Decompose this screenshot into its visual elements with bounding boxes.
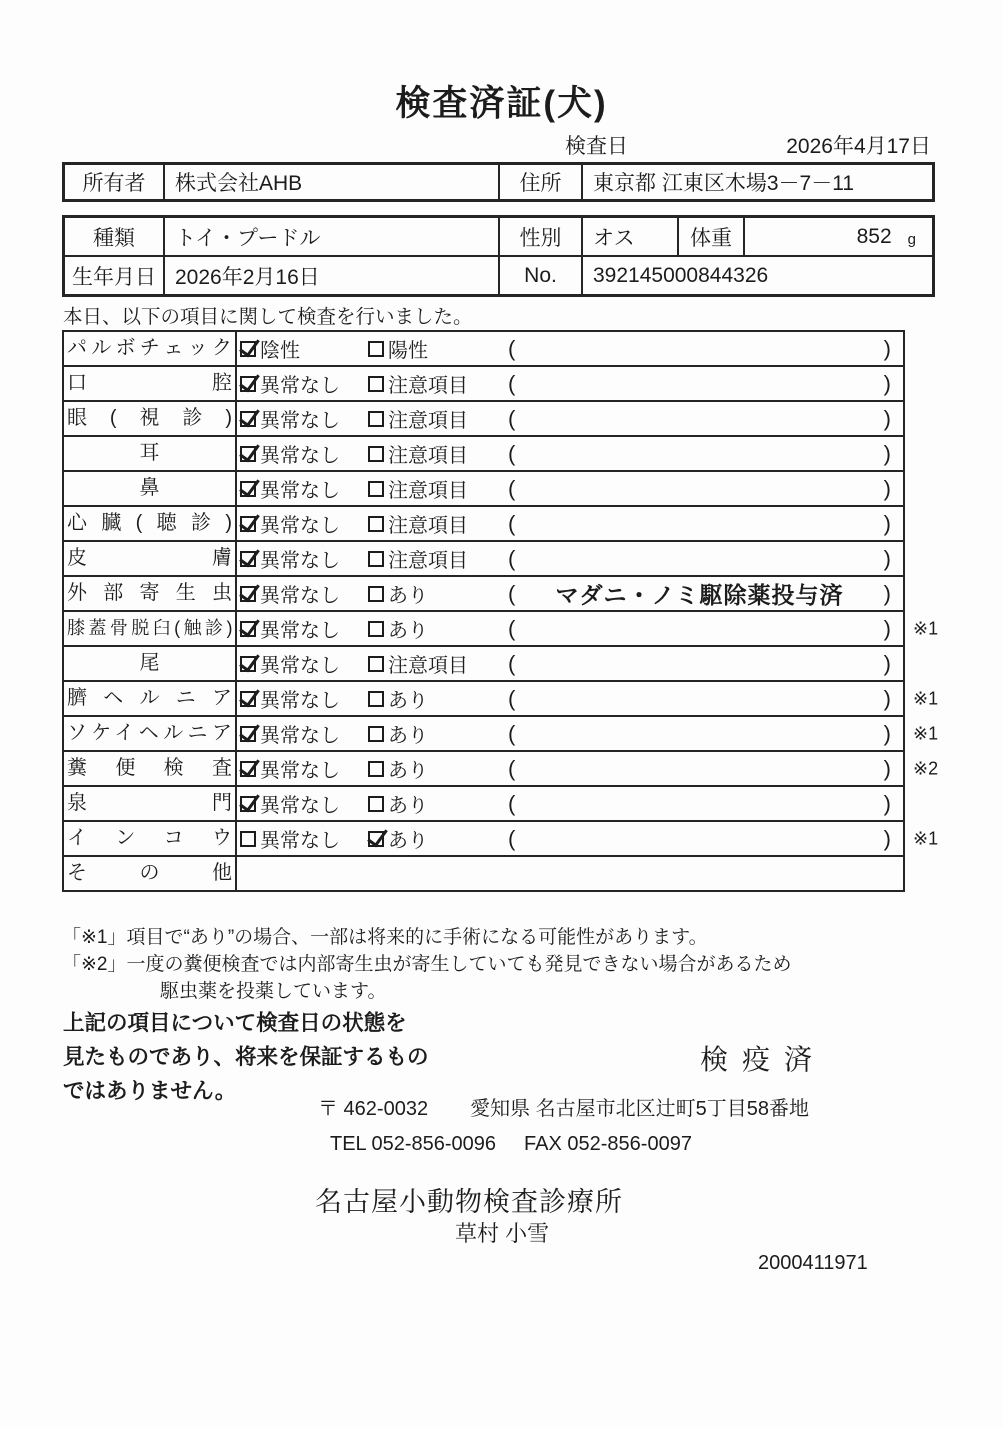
paren-open: ( [508, 545, 516, 571]
paren-close: ) [883, 580, 891, 606]
paren-close: ) [883, 825, 891, 851]
result-option-2 [368, 474, 508, 503]
result-option-2-label: 注意項目 [388, 480, 468, 502]
result-option-1-label: 異常なし [260, 795, 340, 817]
footnote-1: 「※1」項目で“あり”の場合、一部は将来的に手術になる可能性があります。 [62, 927, 708, 948]
result-option-2 [368, 509, 508, 538]
result-option-1 [240, 369, 368, 398]
paren-close: ) [883, 510, 891, 536]
paren-close: ) [883, 440, 891, 466]
result-option-1-label: 異常なし [260, 620, 340, 642]
paren-open: ( [508, 615, 516, 641]
checkbox-icon [368, 621, 384, 637]
result-option-2 [368, 789, 508, 818]
remark-text: マダニ・ノミ駆除薬投与済 [555, 582, 844, 608]
result-option-1 [240, 719, 368, 748]
result-option-2-label: 注意項目 [388, 375, 468, 397]
paren-close: ) [883, 720, 891, 746]
exam-item-label: インコウ [64, 822, 237, 855]
result-option-1 [240, 754, 368, 783]
paren-open: ( [508, 720, 516, 746]
result-option-1 [240, 614, 368, 643]
checkbox-icon [240, 516, 256, 532]
result-option-1 [240, 474, 368, 503]
checkbox-icon [368, 761, 384, 777]
paren-open: ( [508, 580, 516, 606]
result-option-2-label: あり [388, 795, 428, 817]
result-option-1-label: 異常なし [260, 760, 340, 782]
checkbox-icon [368, 656, 384, 672]
result-option-2 [368, 719, 508, 748]
checkbox-icon [240, 341, 256, 357]
owner-label: 所有者 [65, 165, 165, 199]
paren-close: ) [883, 615, 891, 641]
veterinarian-name: 草村 小雪 [455, 1221, 550, 1246]
footnote-mark: ※1 [913, 618, 939, 638]
paren-close: ) [883, 335, 891, 361]
result-option-2 [368, 404, 508, 433]
checkbox-icon [368, 411, 384, 427]
checklist-row [62, 575, 905, 612]
paren-close: ) [883, 370, 891, 396]
checkbox-icon [368, 796, 384, 812]
number-value: 392145000844326 [593, 263, 769, 287]
checkbox-icon [240, 796, 256, 812]
clinic-address: 愛知県 名古屋市北区辻町5丁目58番地 [470, 1098, 810, 1120]
exam-item-label: 膝蓋骨脱臼(触診) [64, 612, 237, 645]
checkbox-icon [368, 341, 384, 357]
footnote-2-line2: 駆虫薬を投薬しています。 [160, 981, 387, 1002]
checklist-row [62, 435, 905, 472]
footnotes [62, 924, 942, 1005]
checkbox-icon [368, 376, 384, 392]
exam-item-label: 泉門 [64, 787, 237, 820]
checkbox-icon [368, 516, 384, 532]
birthdate-label: 生年月日 [65, 257, 165, 294]
result-option-1 [240, 824, 368, 853]
result-option-1-label: 異常なし [260, 690, 340, 712]
result-option-1 [240, 544, 368, 573]
paren-open: ( [508, 650, 516, 676]
sex-label: 性別 [500, 218, 583, 255]
checkbox-icon [240, 691, 256, 707]
checklist-row [62, 820, 939, 857]
result-option-1-label: 異常なし [260, 655, 340, 677]
exam-item-label: パルボチェック [64, 332, 237, 365]
paren-open: ( [508, 440, 516, 466]
breed-value: トイ・プードル [165, 218, 500, 255]
result-option-2 [368, 369, 508, 398]
result-option-2 [368, 544, 508, 573]
exam-item-label: 鼻 [64, 472, 237, 505]
paren-close: ) [883, 545, 891, 571]
checklist-row [62, 540, 905, 577]
result-option-1-label: 異常なし [260, 585, 340, 607]
checklist-row [62, 365, 905, 402]
checkbox-icon [368, 831, 384, 847]
paren-open: ( [508, 755, 516, 781]
weight-label: 体重 [679, 218, 745, 255]
result-option-1-label: 異常なし [260, 725, 340, 747]
footnote-2-line1: 「※2」一度の糞便検査では内部寄生虫が寄生していても発見できない場合があるため [62, 954, 792, 975]
result-option-1 [240, 684, 368, 713]
paren-open: ( [508, 790, 516, 816]
result-option-2 [368, 684, 508, 713]
pet-info-table [62, 215, 935, 297]
result-option-1 [240, 334, 368, 363]
result-option-2-label: 注意項目 [388, 550, 468, 572]
checkbox-icon [240, 586, 256, 602]
result-option-2-label: 注意項目 [388, 410, 468, 432]
footnote-mark: ※1 [913, 688, 939, 708]
footnote-mark: ※2 [913, 758, 939, 778]
inspection-date-value: 2026年4月17日 [786, 135, 931, 158]
checklist-row [62, 855, 905, 892]
paren-open: ( [508, 510, 516, 536]
exam-item-label: 皮膚 [64, 542, 237, 575]
inspection-date-row [565, 130, 931, 160]
result-option-2 [368, 649, 508, 678]
exam-item-label: 口腔 [64, 367, 237, 400]
exam-item-label: 臍ヘルニア [64, 682, 237, 715]
result-option-2 [368, 614, 508, 643]
result-option-1 [240, 649, 368, 678]
result-option-1-label: 陰性 [260, 340, 300, 362]
result-option-1-label: 異常なし [260, 480, 340, 502]
paren-open: ( [508, 335, 516, 361]
inspection-date-label: 検査日 [565, 135, 628, 158]
result-option-1 [240, 509, 368, 538]
paren-open: ( [508, 685, 516, 711]
paren-close: ) [883, 790, 891, 816]
checklist-row [62, 785, 905, 822]
result-option-2-label: 注意項目 [388, 655, 468, 677]
result-option-2-label: 陽性 [388, 340, 428, 362]
checkbox-icon [368, 726, 384, 742]
clinic-address-line [318, 1092, 809, 1121]
checklist-table [62, 330, 939, 892]
checkbox-icon [368, 586, 384, 602]
checkbox-icon [240, 446, 256, 462]
checkbox-icon [240, 411, 256, 427]
exam-item-label: 外部寄生虫 [64, 577, 237, 610]
paren-open: ( [508, 370, 516, 396]
paren-open: ( [508, 825, 516, 851]
checkbox-icon [368, 691, 384, 707]
exam-item-label: 糞便検査 [64, 752, 237, 785]
result-option-2 [368, 334, 508, 363]
paren-open: ( [508, 475, 516, 501]
checklist-row [62, 610, 939, 647]
quarantine-stamp: 検疫済 [700, 1044, 827, 1075]
owner-value: 株式会社AHB [165, 165, 500, 199]
result-option-1-label: 異常なし [260, 830, 340, 852]
checkbox-icon [240, 831, 256, 847]
exam-item-label: 心臓(聴診) [64, 507, 237, 540]
exam-item-label: 耳 [64, 437, 237, 470]
result-option-1 [240, 404, 368, 433]
sex-value: オス [583, 218, 679, 255]
disclaimer: 上記の項目について検査日の状態を 見たものであり、将来を保証するもの ではありません。 [63, 1011, 429, 1103]
checkbox-icon [240, 376, 256, 392]
result-option-2 [368, 754, 508, 783]
result-option-1-label: 異常なし [260, 515, 340, 537]
paren-close: ) [883, 755, 891, 781]
result-option-1-label: 異常なし [260, 550, 340, 572]
checkbox-icon [368, 481, 384, 497]
paren-close: ) [883, 405, 891, 431]
serial-number: 2000411971 [758, 1252, 868, 1274]
intro-text: 本日、以下の項目に関して検査を行いました。 [63, 306, 473, 328]
result-option-2-label: あり [388, 620, 428, 642]
owner-table [62, 162, 935, 202]
result-option-2 [368, 579, 508, 608]
tel-number: TEL 052-856-0096 [330, 1133, 497, 1155]
checkbox-icon [240, 726, 256, 742]
checkbox-icon [368, 446, 384, 462]
checklist-row [62, 680, 939, 717]
result-option-2-label: 注意項目 [388, 445, 468, 467]
checkbox-icon [240, 656, 256, 672]
exam-item-label: ソケイヘルニア [64, 717, 237, 750]
checklist-row [62, 400, 905, 437]
checkbox-icon [240, 761, 256, 777]
page-title: 検査済証(犬) [395, 84, 608, 123]
address-value: 東京都 江東区木場3－7－11 [593, 172, 854, 195]
checklist-row [62, 645, 905, 682]
clinic-name: 名古屋小動物検査診療所 [315, 1187, 623, 1217]
result-option-2-label: あり [388, 760, 428, 782]
exam-item-label: 尾 [64, 647, 237, 680]
checkbox-icon [368, 551, 384, 567]
result-option-1 [240, 789, 368, 818]
weight-value: 852 g [856, 224, 916, 248]
checklist-row [62, 330, 905, 367]
paren-close: ) [883, 650, 891, 676]
result-option-2 [368, 824, 508, 853]
paren-close: ) [883, 685, 891, 711]
result-option-2-label: 注意項目 [388, 515, 468, 537]
weight-unit: g [907, 231, 916, 248]
footnote-mark: ※1 [913, 828, 939, 848]
exam-item-label: その他 [64, 857, 237, 890]
checklist-row [62, 470, 905, 507]
address-label: 住所 [500, 165, 583, 199]
checkbox-icon [240, 551, 256, 567]
result-option-2-label: あり [388, 830, 428, 852]
result-option-1-label: 異常なし [260, 410, 340, 432]
clinic-phone-line [330, 1133, 692, 1156]
checklist-row [62, 750, 939, 787]
result-option-2-label: あり [388, 585, 428, 607]
fax-number: FAX 052-856-0097 [524, 1133, 692, 1155]
checklist-row [62, 505, 905, 542]
result-option-2-label: あり [388, 690, 428, 712]
exam-item-label: 眼(視診) [64, 402, 237, 435]
result-option-2-label: あり [388, 725, 428, 747]
result-option-1 [240, 439, 368, 468]
checkbox-icon [240, 481, 256, 497]
paren-open: ( [508, 405, 516, 431]
result-option-1 [240, 579, 368, 608]
footnote-mark: ※1 [913, 723, 939, 743]
checkbox-icon [240, 621, 256, 637]
result-option-1-label: 異常なし [260, 375, 340, 397]
postal-code: 〒 462-0032 [318, 1098, 429, 1120]
number-label: No. [500, 257, 583, 294]
result-option-1-label: 異常なし [260, 445, 340, 467]
checklist-row [62, 715, 939, 752]
birthdate-value: 2026年2月16日 [165, 257, 500, 294]
paren-close: ) [883, 475, 891, 501]
result-option-2 [368, 439, 508, 468]
breed-label: 種類 [65, 218, 165, 255]
